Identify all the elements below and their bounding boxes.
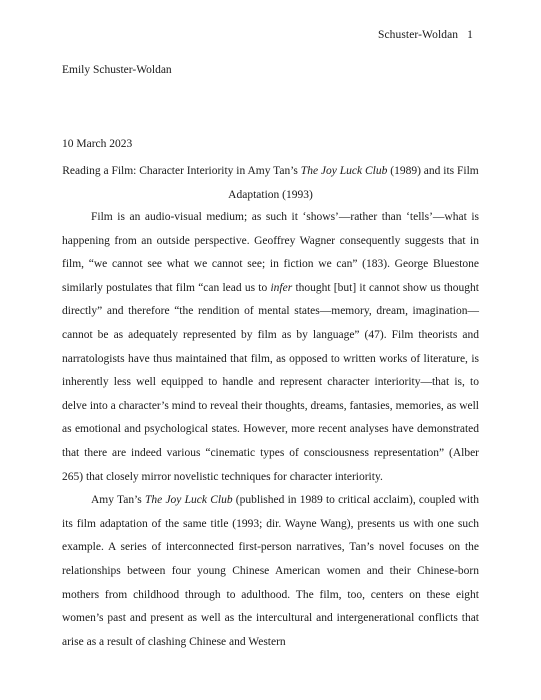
running-header — [378, 29, 473, 41]
paragraph-2-text-a: Amy Tan’s — [91, 494, 145, 507]
paragraph-1 — [62, 206, 479, 489]
essay-body — [62, 206, 479, 654]
paragraph-1-italic: infer — [270, 281, 293, 294]
paragraph-2 — [62, 489, 479, 654]
title-book-name: The Joy Luck Club — [300, 165, 388, 177]
paragraph-2-italic: The Joy Luck Club — [144, 494, 233, 507]
essay-title — [62, 160, 479, 207]
header-author-surname: Schuster-Woldan — [377, 29, 459, 41]
title-part-1: Reading a Film: Character Interiority in Amy Tan’s — [62, 165, 301, 177]
document-date: 10 March 2023 — [62, 138, 133, 150]
paragraph-1-text-a: Film is an audio-visual medium; as such it ‘shows’—rather than ‘tells’—what is happening from an outside perspective. Geoffrey Wagner consequently suggests that in film, “we cannot see what we cannot see; in fiction we can” (183). George Bluestone similarly postulates that film “can lead us to — [62, 211, 479, 294]
author-name: Emily Schuster-Woldan — [62, 64, 172, 76]
title-part-2: (1989) and its Film Adaptation (1993) — [228, 165, 479, 201]
page-number: 1 — [467, 29, 473, 41]
paragraph-1-text-b: thought [but] it cannot show us thought directly” and therefore “the rendition of mental states—memory, dream, imagination—cannot be as adequately represented by film as by language” (47). Film theorists and narratologists have thus maintained that film, as opposed to written works of literature, is inherently less well equipped to handle and represent character interiority—that is, to delve into a character’s mind to reveal their thoughts, dreams, fantasies, memories, as well as emotional and psychological states. However, more recent analyses have demonstrated that there are indeed various “cinematic types of consciousness representation” (Alber 265) that closely mirror novelistic techniques for character interiority. — [62, 281, 479, 483]
paragraph-2-text-b: (published in 1989 to critical acclaim), coupled with its film adaptation of the same title (1993; dir. Wayne Wang), presents us with one such example. A series of interconnected first-person narratives, Tan’s novel focuses on the relationships between four young Chinese American women and their Chinese-born mothers from childhood through to adulthood. The film, too, centers on these eight women’s past and present as well as the intercultural and intergenerational conflicts that arise as a result of clashing Chinese and Western — [62, 494, 479, 648]
